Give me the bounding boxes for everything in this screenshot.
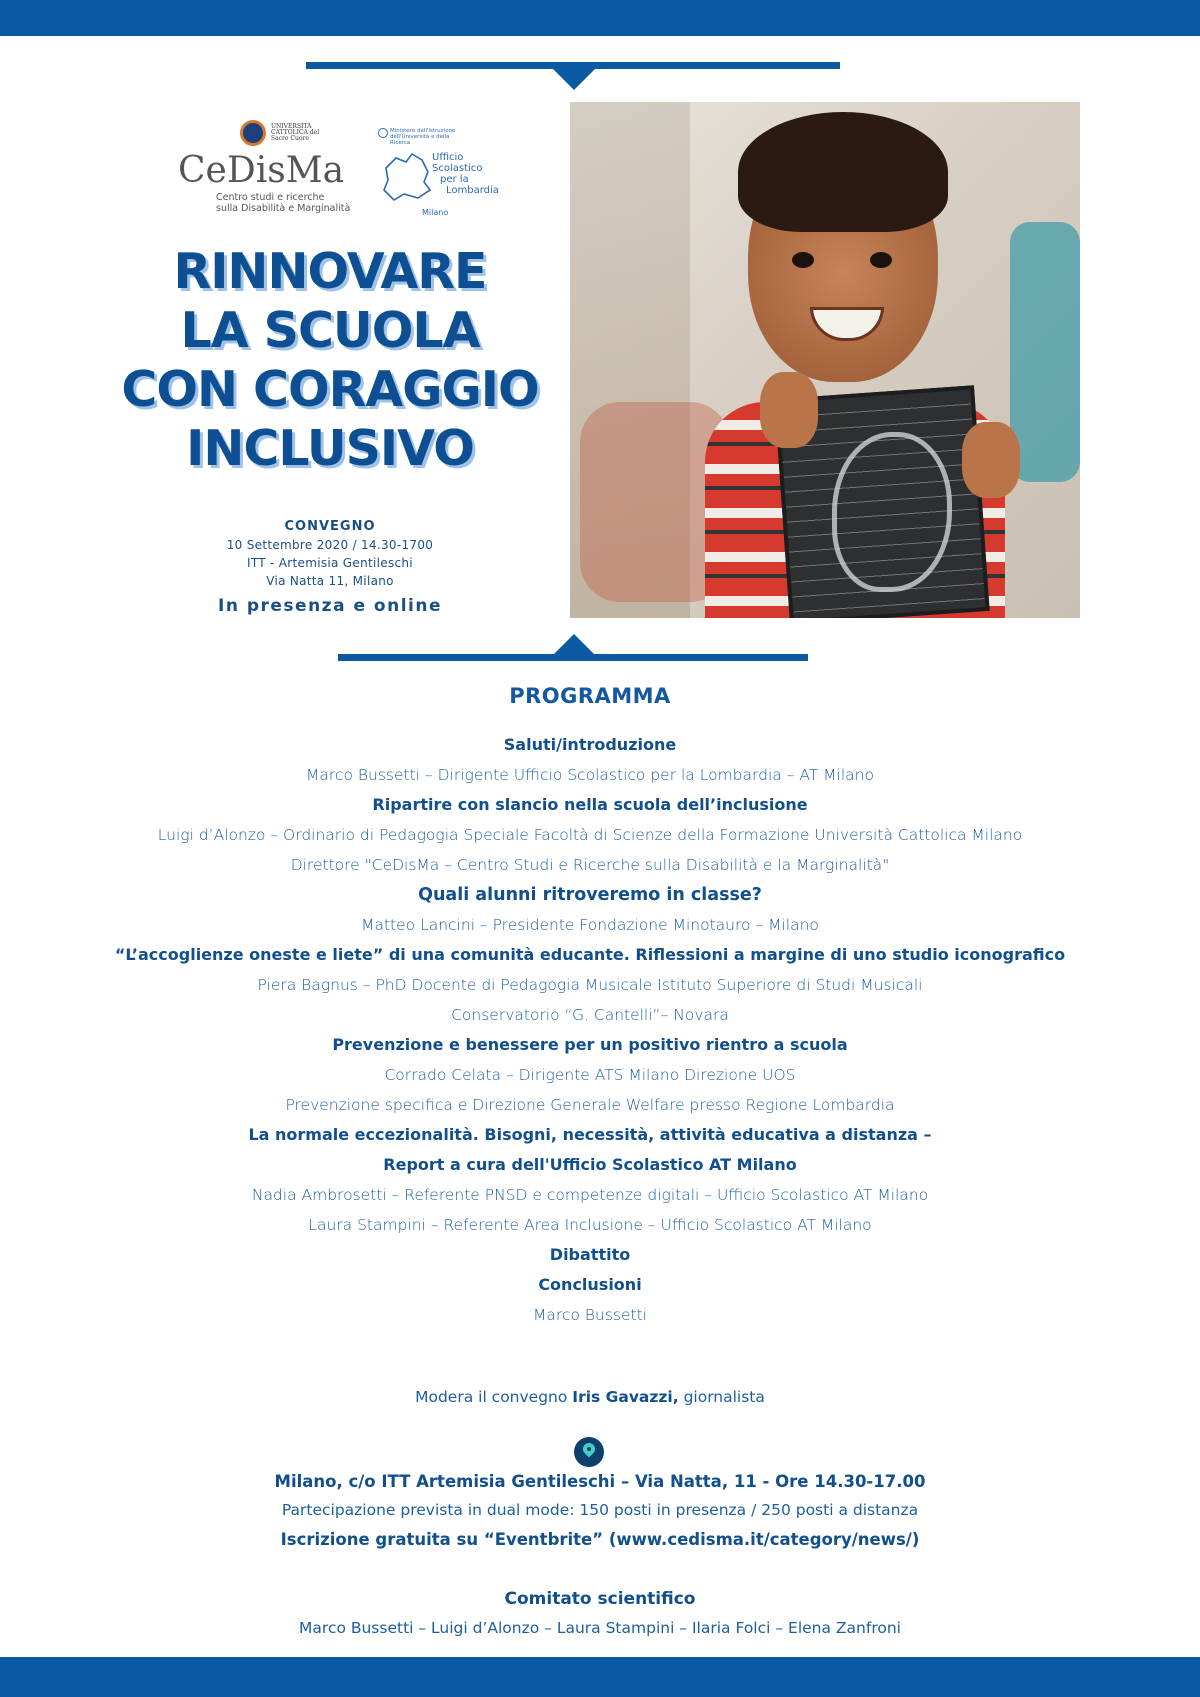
cedisma-subtitle (216, 192, 366, 214)
photo-hand (962, 422, 1020, 498)
event-address: Via Natta 11, Milano (266, 574, 394, 588)
photo-eye (870, 252, 892, 268)
program-item-line: Nadia Ambrosetti – Referente PNSD e competenze digitali – Ufficio Scolastico AT Milano (251, 1186, 929, 1204)
lombardia-map-icon (378, 150, 438, 205)
top-band (0, 0, 1200, 36)
usr-name-line: per la (440, 174, 469, 185)
photo-chalk-drawing (832, 432, 952, 592)
program-item-line: Matteo Lancini – Presidente Fondazione Minotauro – Milano (361, 916, 819, 934)
event-title (110, 242, 550, 478)
program-item-line: Corrado Celata – Dirigente ATS Milano Direzione UOS (384, 1066, 796, 1084)
committee-title: Comitato scientifico (504, 1589, 696, 1609)
venue-participation: Partecipazione prevista in dual mode: 150 posti in presenza / 250 posti a distanza (281, 1501, 919, 1519)
venue-registration: Iscrizione gratuita su “Eventbrite” (www.cedisma.it/category/news/) (280, 1530, 920, 1549)
moderator-line (60, 1382, 1120, 1412)
program-item-line: Prevenzione specifica e Direzione Generale Welfare presso Regione Lombardia (285, 1096, 895, 1114)
university-seal-icon (240, 120, 266, 146)
event-label: CONVEGNO (284, 519, 376, 534)
program-item-title: “L’accoglienze oneste e liete” di una comunità educante. Riflessioni a margine di uno studio iconografico (114, 945, 1066, 964)
cedisma-name: CeDisMa (178, 150, 345, 191)
committee-section (60, 1584, 1140, 1642)
usr-name-line: Ufficio (432, 152, 464, 163)
usr-name (432, 152, 499, 196)
event-date: 10 Settembre 2020 / 14.30-1700 (226, 538, 434, 552)
moderator-name: Iris Gavazzi, (572, 1388, 679, 1406)
usr-city: Milano (422, 208, 449, 217)
program-item-line: Laura Stampini – Referente Area Inclusione – Ufficio Scolastico AT Milano (308, 1216, 872, 1234)
program-item-title: Prevenzione e benessere per un positivo rientro a scuola (332, 1035, 848, 1054)
child-photo (570, 102, 1080, 618)
program-item-title: Saluti/introduzione (503, 735, 677, 754)
title-line: INCLUSIVO (186, 420, 474, 477)
pin-dot (587, 1447, 591, 1451)
event-info (150, 518, 510, 620)
moderator-prefix: Modera il convegno (415, 1388, 573, 1406)
program-item-title: Report a cura dell'Ufficio Scolastico AT Milano (383, 1155, 797, 1174)
venue-address: Milano, c/o ITT Artemisia Gentileschi – Via Natta, 11 - Ore 14.30-17.00 (274, 1472, 926, 1491)
photo-background (1010, 222, 1080, 482)
program-item-line: Direttore "CeDisMa – Centro Studi e Ricerche sulla Disabilità e la Marginalità" (290, 856, 890, 874)
program-item-line: Piera Bagnus – PhD Docente di Pedagogia Musicale Istituto Superiore di Studi Musicali (257, 976, 923, 994)
program-item-title: Conclusioni (538, 1275, 642, 1294)
location-pin-icon (574, 1437, 604, 1467)
title-line: LA SCUOLA (180, 302, 480, 359)
program-item-line: Conservatorio “G. Cantelli”– Novara (451, 1006, 729, 1024)
usr-name-line: Lombardia (446, 185, 499, 196)
moderator-suffix: giornalista (678, 1388, 765, 1406)
cedisma-logo (178, 118, 350, 220)
divider-notch-up (552, 634, 596, 656)
event-venue: ITT - Artemisia Gentileschi (247, 556, 413, 570)
cedisma-subtitle-line: Centro studi e ricerche (216, 192, 325, 203)
program-item-line: Luigi d’Alonzo – Ordinario di Pedagogia Speciale Facoltà di Scienze della Formazione Università Cattolica Milano (157, 826, 1023, 844)
seal-text: UNIVERSITÀ CATTOLICA del Sacro Cuore (271, 123, 320, 142)
program-item-title: Quali alunni ritroveremo in classe? (418, 885, 762, 905)
photo-hand (760, 372, 818, 448)
program-item-title: Ripartire con slancio nella scuola dell’inclusione (372, 795, 808, 814)
program-item-line: Marco Bussetti (533, 1306, 647, 1324)
photo-eye (792, 252, 814, 268)
cedisma-subtitle-line: sulla Disabilità e Marginalità (216, 203, 351, 214)
program-item-title: Dibattito (549, 1245, 631, 1264)
program-item-title: La normale eccezionalità. Bisogni, necessità, attività educativa a distanza – (248, 1125, 932, 1144)
venue-section (60, 1467, 1140, 1554)
program-item-line: Marco Bussetti – Dirigente Ufficio Scolastico per la Lombardia – AT Milano (306, 766, 874, 784)
committee-members: Marco Bussetti – Luigi d’Alonzo – Laura Stampini – Ilaria Folci – Elena Zanfroni (299, 1619, 901, 1637)
bottom-band (0, 1657, 1200, 1697)
title-line: RINNOVARE (173, 243, 487, 300)
usr-lombardia-logo (378, 128, 508, 218)
photo-hair (738, 112, 948, 232)
program-heading: PROGRAMMA (509, 684, 671, 708)
divider-notch-down (552, 68, 596, 90)
title-line: CON CORAGGIO (121, 361, 539, 418)
middle-divider (338, 654, 808, 661)
program-section (60, 682, 1120, 1330)
usr-name-line: Scolastico (432, 163, 483, 174)
event-mode: In presenza e online (218, 596, 442, 616)
ministry-name: Ministero dell'Istruzione dell'Università e della Ricerca (378, 128, 470, 146)
